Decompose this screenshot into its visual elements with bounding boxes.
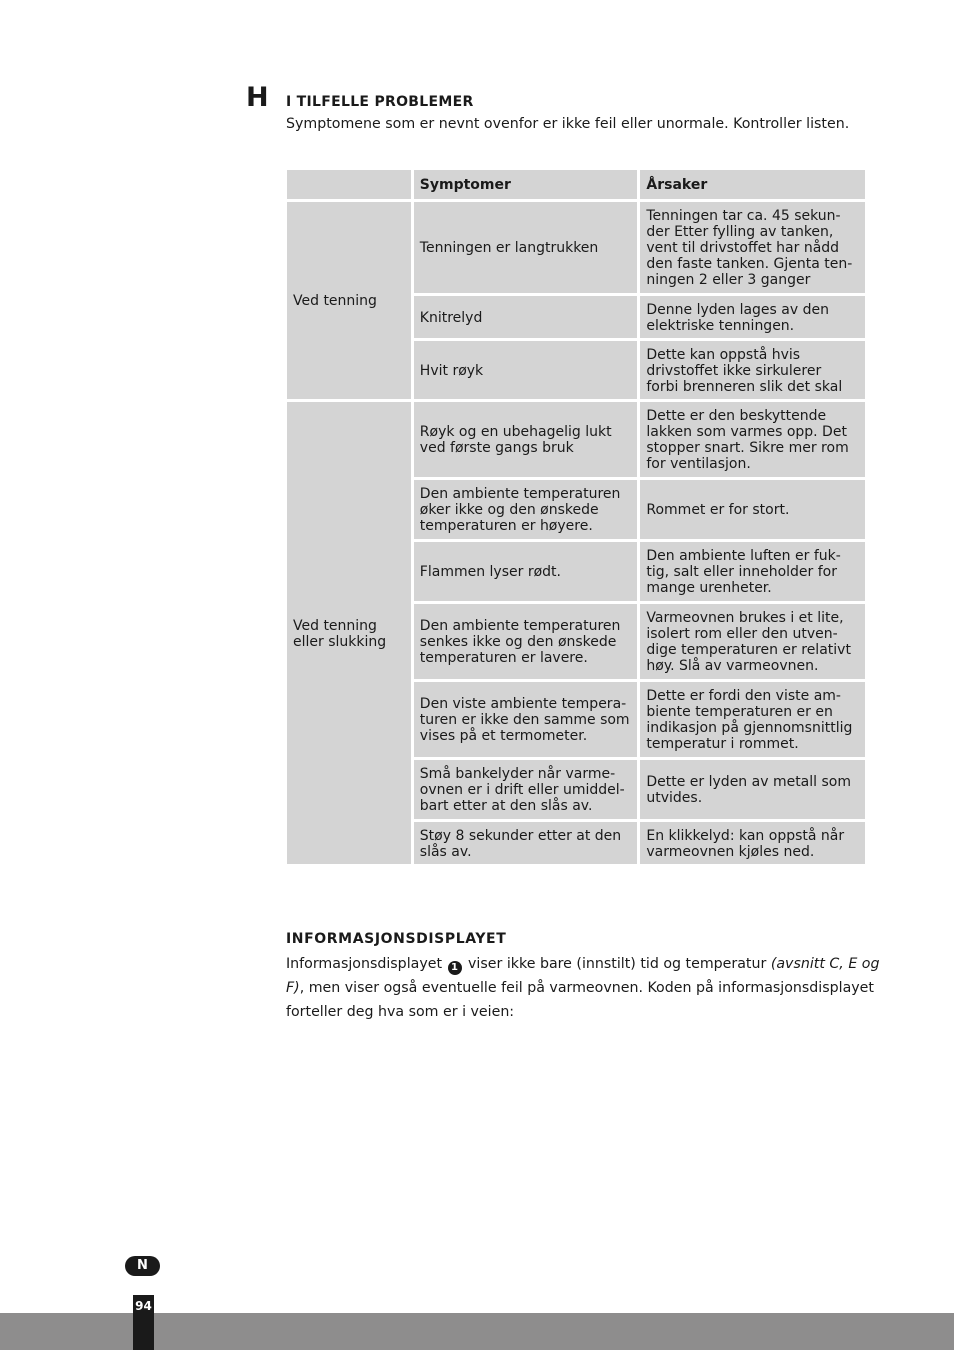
table-row	[287, 402, 865, 477]
symptom-cell: Flammen lyser rødt.	[414, 542, 638, 601]
section-intro: Symptomene som er nevnt ovenfor er ikke feil eller unormale. Kontroller listen.	[286, 116, 850, 132]
group-label: Ved tenning	[287, 202, 411, 399]
symptom-cell: Små bankelyder når varme- ovnen er i drift eller umiddel- bart etter at den slås av.	[414, 760, 638, 819]
info-display-title: INFORMASJONSDISPLAYET	[286, 931, 507, 947]
cause-cell: Dette kan oppstå hvis drivstoffet ikke sirkulerer forbi brenneren slik det skal	[640, 341, 865, 399]
symptom-cell: Røyk og en ubehagelig lukt ved første gangs bruk	[414, 402, 638, 477]
table-header-row	[287, 170, 865, 199]
symptom-cell: Støy 8 sekunder etter at den slås av.	[414, 822, 638, 864]
section-letter: H	[246, 82, 269, 113]
language-badge: N	[125, 1256, 160, 1276]
symptom-cell: Den ambiente temperaturen øker ikke og den ønskede temperaturen er høyere.	[414, 480, 638, 539]
info-text-reference: (avsnitt C, E og F)	[286, 956, 880, 996]
header-causes: Årsaker	[640, 170, 865, 199]
cause-cell: Dette er fordi den viste am- biente temperaturen er en indikasjon på gjennomsnittlig temperatur i rommet.	[640, 682, 865, 757]
cause-cell: Dette er lyden av metall som utvides.	[640, 760, 865, 819]
cause-cell: Denne lyden lages av den elektriske tenningen.	[640, 296, 865, 338]
section-title: I TILFELLE PROBLEMER	[286, 94, 474, 110]
header-symptoms: Symptomer	[414, 170, 638, 199]
header-empty-cell	[287, 170, 411, 199]
group-label: Ved tenning eller slukking	[287, 402, 411, 864]
number-one-icon: 1	[448, 961, 462, 975]
cause-cell: En klikkelyd: kan oppstå når varmeovnen kjøles ned.	[640, 822, 865, 864]
cause-cell: Varmeovnen brukes i et lite, isolert rom eller den utven- dige temperaturen er relativt høy. Slå av varmeovnen.	[640, 604, 865, 679]
info-display-paragraph	[286, 952, 882, 1024]
table-row	[287, 202, 865, 293]
cause-cell: Dette er den beskyttende lakken som varmes opp. Det stopper snart. Sikre mer rom for ventilasjon.	[640, 402, 865, 477]
info-text-middle: viser ikke bare (innstilt) tid og temperatur	[463, 956, 771, 972]
cause-cell: Rommet er for stort.	[640, 480, 865, 539]
symptom-cell: Hvit røyk	[414, 341, 638, 399]
page-number: 94	[135, 1299, 152, 1313]
symptom-cell: Knitrelyd	[414, 296, 638, 338]
info-text-start: Informasjonsdisplayet	[286, 956, 443, 972]
cause-cell: Tenningen tar ca. 45 sekun- der Etter fylling av tanken, vent til drivstoffet har nådd den faste tanken. Gjenta ten- ningen 2 eller 3 ganger	[640, 202, 865, 293]
symptom-cell: Den viste ambiente tempera- turen er ikke den samme som vises på et termometer.	[414, 682, 638, 757]
info-text-end: , men viser også eventuelle feil på varmeovnen. Koden på informasjonsdisplayet forteller deg hva som er i veien:	[286, 980, 874, 1020]
troubleshooting-table	[284, 167, 868, 867]
symptom-cell: Den ambiente temperaturen senkes ikke og den ønskede temperaturen er lavere.	[414, 604, 638, 679]
cause-cell: Den ambiente luften er fuk- tig, salt eller inneholder for mange urenheter.	[640, 542, 865, 601]
symptom-cell: Tenningen er langtrukken	[414, 202, 638, 293]
